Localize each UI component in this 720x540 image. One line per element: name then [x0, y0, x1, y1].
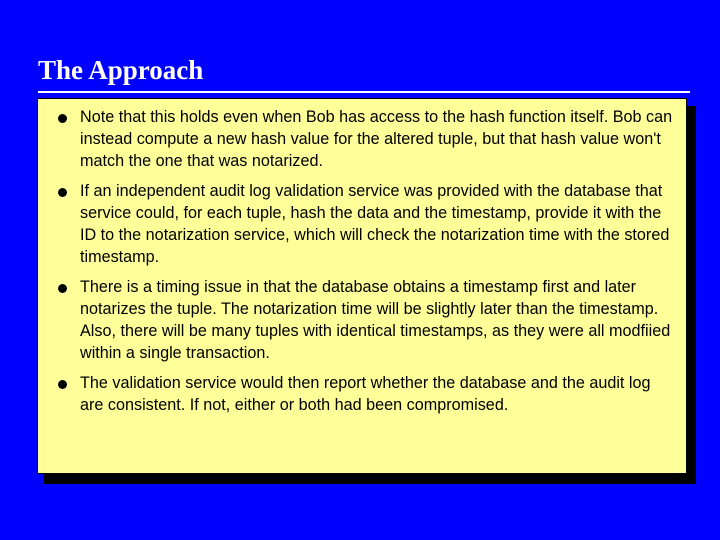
content-box — [37, 98, 687, 474]
slide-title: The Approach — [38, 55, 204, 85]
bullet-dot-icon — [58, 114, 67, 123]
bullet-text: Note that this holds even when Bob has access to the hash function itself. Bob can instead compute a new hash value for the altered tuple, but that hash value won't match the one that was notarized. — [80, 108, 673, 170]
bullet-dot-icon — [58, 284, 67, 293]
bullet-item — [56, 372, 676, 416]
bullet-item — [56, 106, 676, 172]
bullet-item — [56, 276, 676, 364]
bullet-text: There is a timing issue in that the database obtains a timestamp first and later notarizes the tuple. The notarization time will be slightly later than the timestamp. Also, there will be many tuples with identical timestamps, as they were all modfiied within a single transaction. — [80, 278, 671, 362]
bullet-list — [56, 106, 676, 424]
title-underline — [38, 91, 690, 93]
bullet-dot-icon — [58, 380, 67, 389]
bullet-text: The validation service would then report whether the database and the audit log are consistent. If not, either or both had been compromised. — [80, 374, 651, 414]
bullet-text: If an independent audit log validation service was provided with the database that service could, for each tuple, hash the data and the timestamp, provide it with the ID to the notarization service, which will check the notarization time with the stored timestamp. — [80, 182, 670, 266]
bullet-dot-icon — [58, 188, 67, 197]
bullet-item — [56, 180, 676, 268]
